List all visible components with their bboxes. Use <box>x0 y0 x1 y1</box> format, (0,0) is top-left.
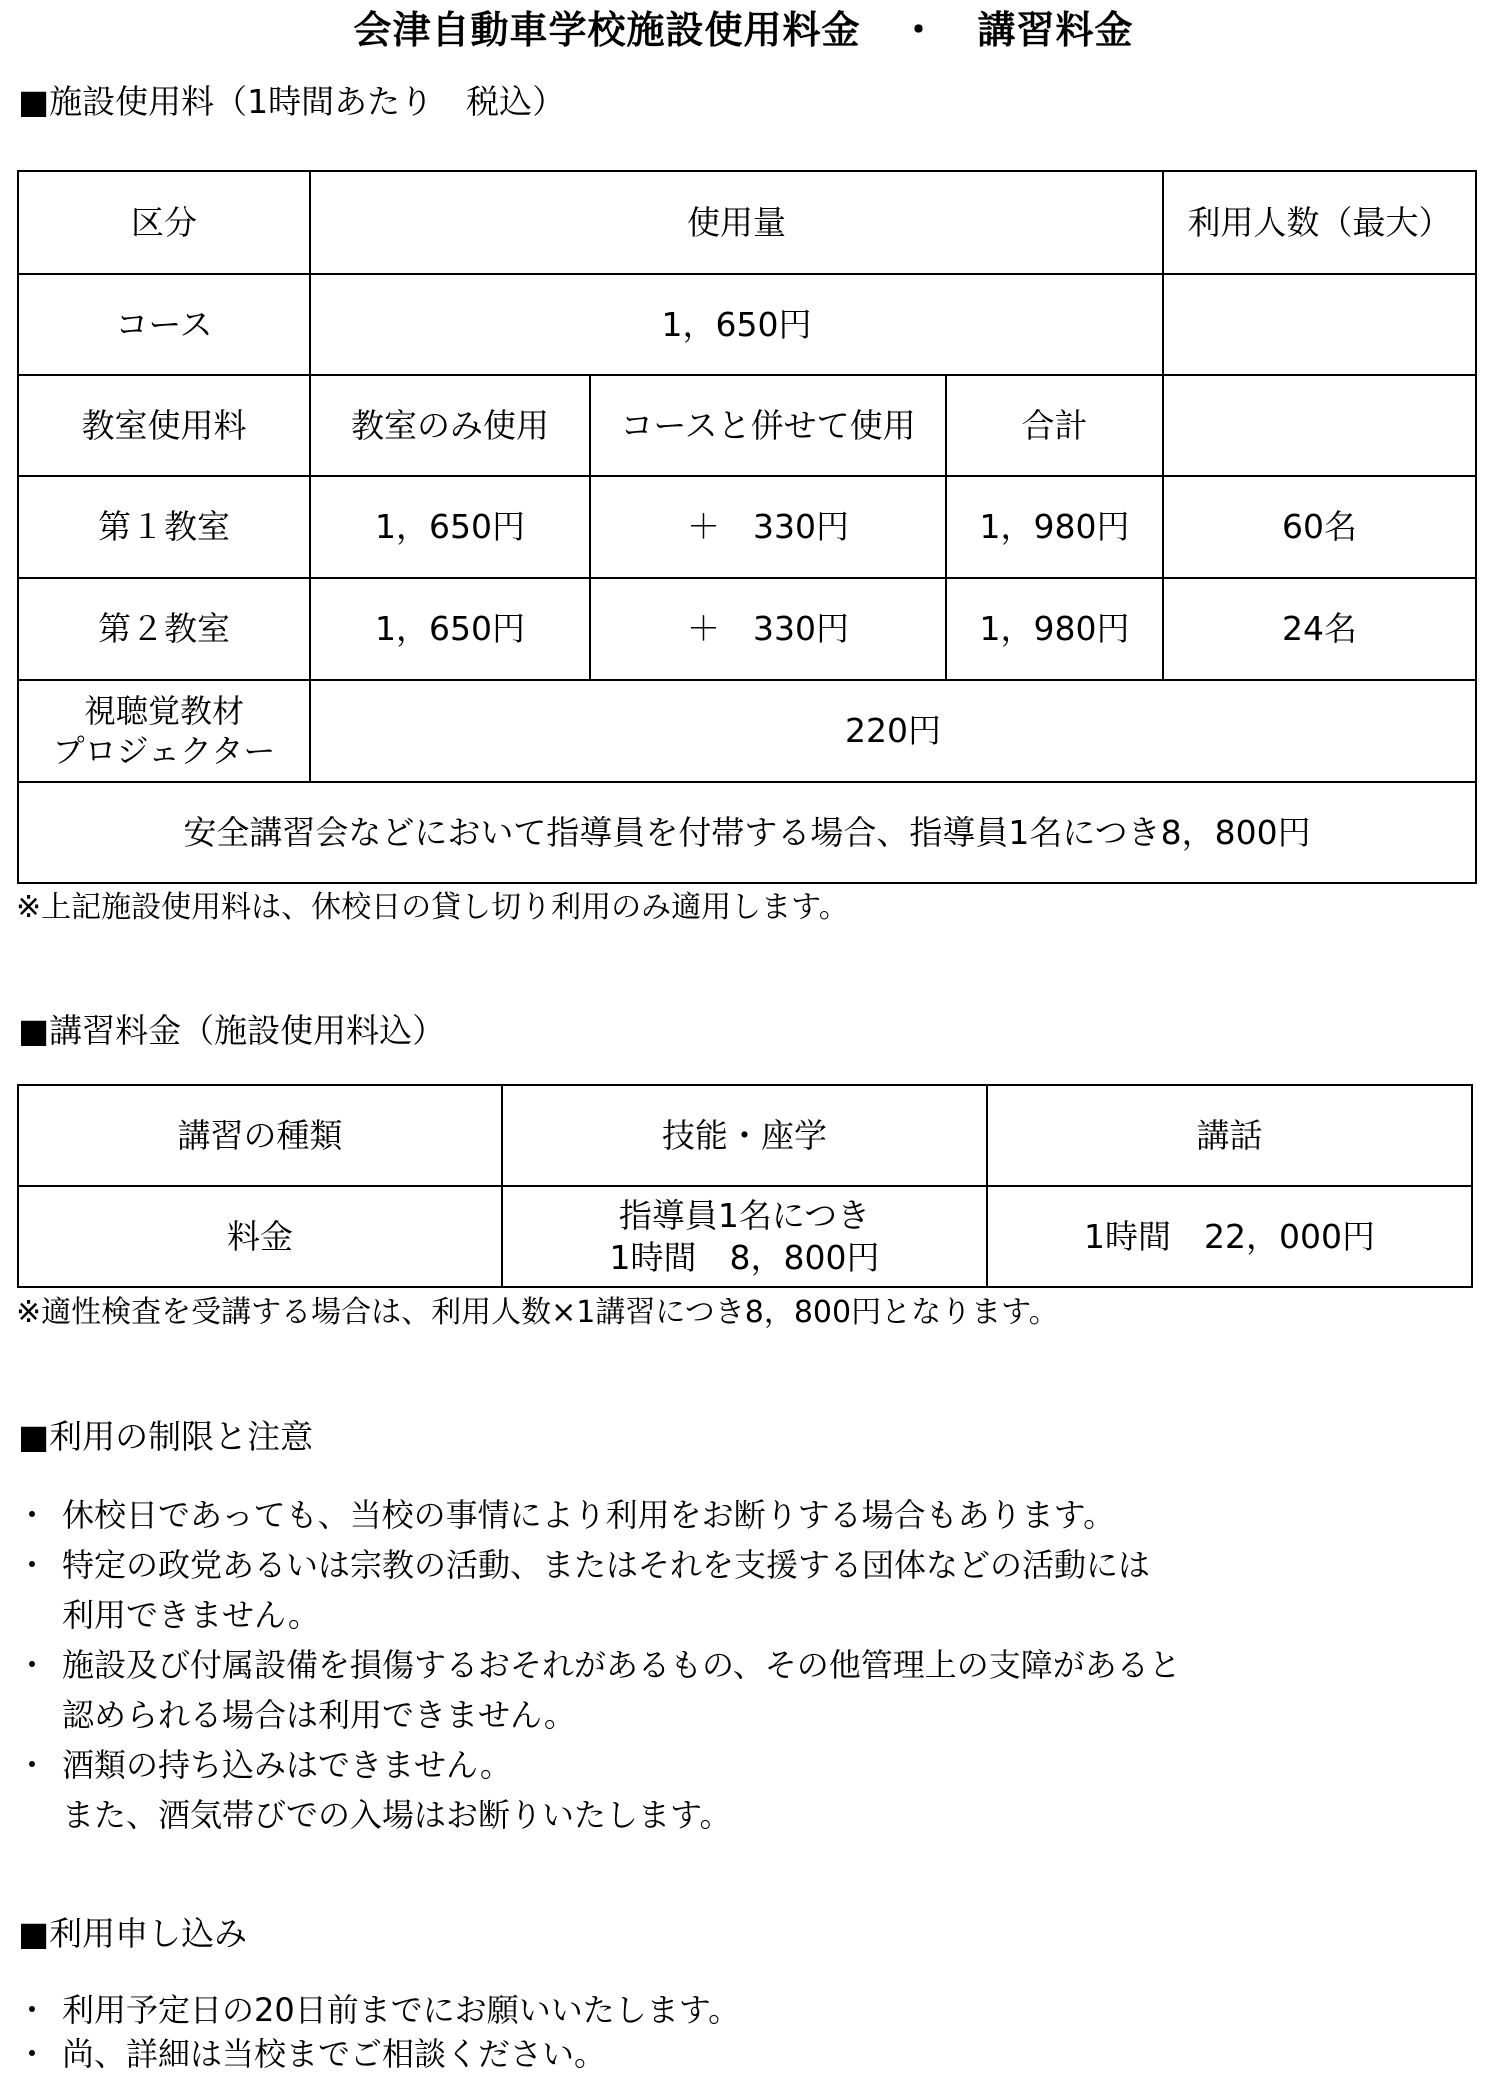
av-price: 220円 <box>310 680 1476 782</box>
list-item-text: 施設及び付属設備を損傷するおそれがあるもの、その他管理上の支障があると <box>62 1646 1181 1684</box>
room-header-label: 教室使用料 <box>18 375 310 476</box>
lecture-footnote: ※適性検査を受講する場合は、利用人数×1講習につき8，800円となります。 <box>16 1295 1059 1330</box>
bullet-dot: ・ <box>16 1746 49 1784</box>
bullet-dot: ・ <box>16 2035 49 2073</box>
list-item-text-continued: 認められる場合は利用できません。 <box>62 1696 576 1734</box>
course-label: コース <box>18 274 310 375</box>
list-item <box>16 1640 1456 1740</box>
av-label <box>18 680 310 782</box>
bullet-dot: ・ <box>16 1546 49 1584</box>
facility-fee-heading: ■施設使用料（1時間あたり 税込） <box>18 82 566 121</box>
facility-fee-table <box>17 170 1477 884</box>
restrictions-list <box>16 1490 1456 1840</box>
header-usage: 使用量 <box>310 171 1163 274</box>
list-item-text: 休校日であっても、当校の事情により利用をお断りする場合もあります。 <box>62 1496 1116 1534</box>
skill-price-line2: 1時間 8，800円 <box>609 1237 880 1277</box>
course-price: 1，650円 <box>310 274 1163 375</box>
header-category: 区分 <box>18 171 310 274</box>
bullet-dot: ・ <box>16 1496 49 1534</box>
lecture-header-row <box>18 1085 1472 1186</box>
lecture-fee-label: 料金 <box>18 1186 502 1287</box>
header-capacity: 利用人数（最大） <box>1163 171 1476 274</box>
restrictions-heading: ■利用の制限と注意 <box>18 1417 314 1456</box>
list-item <box>16 1988 1456 2032</box>
lecture-fee-heading: ■講習料金（施設使用料込） <box>18 1011 446 1050</box>
application-list <box>16 1988 1456 2076</box>
table-row <box>18 476 1476 578</box>
list-item-text-continued: 利用できません。 <box>62 1596 320 1634</box>
room-label: 第１教室 <box>18 476 310 578</box>
room-header-room-only: 教室のみ使用 <box>310 375 590 476</box>
facility-footnote: ※上記施設使用料は、休校日の貸し切り利用のみ適用します。 <box>16 890 849 925</box>
instructor-row <box>18 782 1476 883</box>
with-course-price: ＋ 330円 <box>590 476 946 578</box>
lecture-fee-row <box>18 1186 1472 1287</box>
bullet-dot: ・ <box>16 1646 49 1684</box>
room-total-price: 1，980円 <box>946 578 1163 680</box>
list-item-text: 特定の政党あるいは宗教の活動、またはそれを支援する団体などの活動には <box>62 1546 1151 1584</box>
instructor-note: 安全講習会などにおいて指導員を付帯する場合、指導員1名につき8，800円 <box>18 782 1476 883</box>
list-item-text: 尚、詳細は当校までご相談ください。 <box>62 2035 607 2073</box>
av-row <box>18 680 1476 782</box>
room-capacity: 60名 <box>1163 476 1476 578</box>
page-title: 会津自動車学校施設使用料金 ・ 講習料金 <box>353 8 1134 52</box>
course-capacity <box>1163 274 1476 375</box>
room-header-row <box>18 375 1476 476</box>
list-item <box>16 2032 1456 2076</box>
list-item-text-continued: また、酒気帯びでの入場はお断りいたします。 <box>62 1796 732 1834</box>
bullet-dot: ・ <box>16 1991 49 2029</box>
lecture-skill-price <box>502 1186 987 1287</box>
table-row <box>18 578 1476 680</box>
room-header-capacity <box>1163 375 1476 476</box>
room-only-price: 1，650円 <box>310 476 590 578</box>
list-item <box>16 1740 1456 1840</box>
lecture-talk-price: 1時間 22，000円 <box>987 1186 1472 1287</box>
room-label: 第２教室 <box>18 578 310 680</box>
room-total-price: 1，980円 <box>946 476 1163 578</box>
application-heading: ■利用申し込み <box>18 1914 248 1953</box>
list-item <box>16 1540 1456 1640</box>
room-header-total: 合計 <box>946 375 1163 476</box>
room-header-with-course: コースと併せて使用 <box>590 375 946 476</box>
lecture-header-talk: 講話 <box>987 1085 1472 1186</box>
list-item-text: 酒類の持ち込みはできません。 <box>62 1746 512 1784</box>
av-label-line2: プロジェクター <box>52 732 276 770</box>
lecture-header-skill: 技能・座学 <box>502 1085 987 1186</box>
lecture-fee-table <box>17 1084 1473 1288</box>
with-course-price: ＋ 330円 <box>590 578 946 680</box>
room-only-price: 1，650円 <box>310 578 590 680</box>
lecture-header-type: 講習の種類 <box>18 1085 502 1186</box>
list-item-text: 利用予定日の20日前までにお願いいたします。 <box>62 1991 741 2029</box>
skill-price-line1: 指導員1名につき <box>618 1195 871 1235</box>
list-item <box>16 1490 1456 1540</box>
course-row <box>18 274 1476 375</box>
av-label-line1: 視聴覚教材 <box>83 692 244 730</box>
room-capacity: 24名 <box>1163 578 1476 680</box>
facility-header-row <box>18 171 1476 274</box>
